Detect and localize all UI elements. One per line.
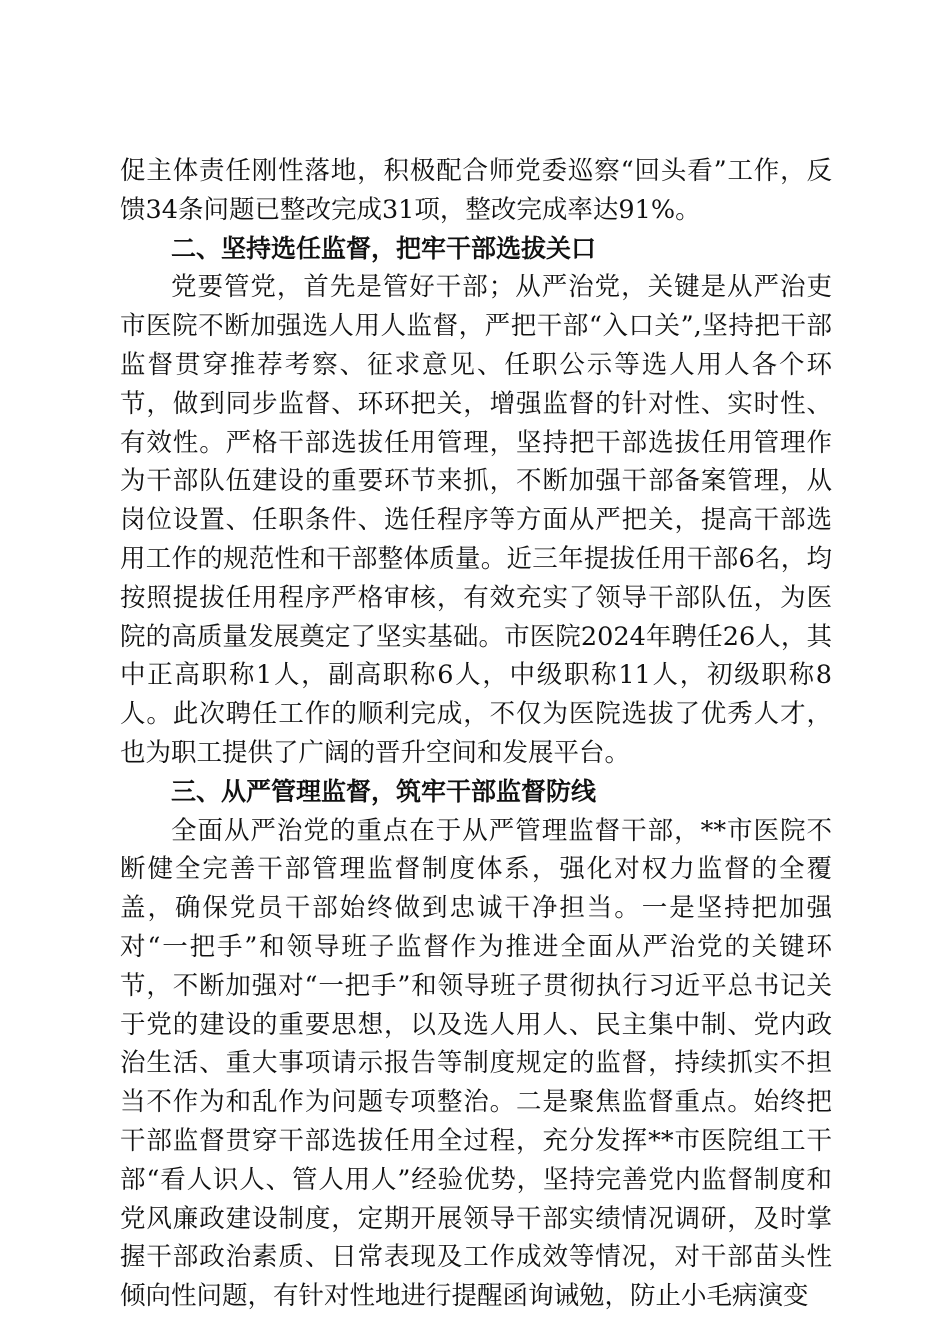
paragraph-strict-management: 全面从严治党的重点在于从严管理监督干部，**市医院不断健全完善干部管理监督制度体系，强化对权力监督的全覆盖，确保党员干部始终做到忠诚干净担当。一是坚持把加强对“一把手”和领导班子监督作为推进全面从严治党的关键环节，不断加强对“一把手”和领导班子贯彻执行习近平总书记关于党的建设的重要思想，以及选人用人、民主集中制、党内政治生活、重大事项请示报告等制度规定的监督，持续抓实不担当不作为和乱作为问题专项整治。二是聚焦监督重点。始终把干部监督贯穿干部选拔任用全过程，充分发挥**市医院组工干部“看人识人、管人用人”经验优势，坚持完善党内监督制度和党风廉政建设制度，定期开展领导干部实绩情况调研，及时掌握干部政治素质、日常表现及工作成效等情况，对干部苗头性倾向性问题，有针对性地进行提醒函询诫勉，防止小毛病演变 — [120, 815, 832, 1312]
section-heading-strict-management: 三、从严管理监督，筑牢干部监督防线 — [171, 776, 597, 806]
paragraph-selection-supervision: 党要管党，首先是管好干部；从严治党，关键是从严治吏市医院不断加强选人用人监督，严把干部“入口关”,坚持把干部监督贯穿推荐考察、征求意见、任职公示等选人用人各个环节，做到同步监督、环环把关，增强监督的针对性、实时性、有效性。严格干部选拔任用管理，坚持把干部选拔任用管理作为干部队伍建设的重要环节来抓，不断加强干部备案管理，从岗位设置、任职条件、选任程序等方面从严把关，提高干部选用工作的规范性和干部整体质量。近三年提拔任用干部6名，均按照提拔任用程序严格审核，有效充实了领导干部队伍，为医院的高质量发展奠定了坚实基础。市医院2024年聘任26人，其中正高职称1人，副高职称6人，中级职称11人，初级职称8人。此次聘任工作的顺利完成，不仅为医院选拔了优秀人才，也为职工提供了广阔的晋升空间和发展平台。 — [120, 272, 832, 768]
document-body — [120, 152, 832, 1316]
section-heading-selection-supervision: 二、坚持选任监督，把牢干部选拔关口 — [171, 233, 597, 263]
paragraph-inspection-feedback: 促主体责任刚性落地，积极配合师党委巡察“回头看”工作，反馈34条问题已整改完成31项，整改完成率达91%。 — [120, 156, 832, 225]
